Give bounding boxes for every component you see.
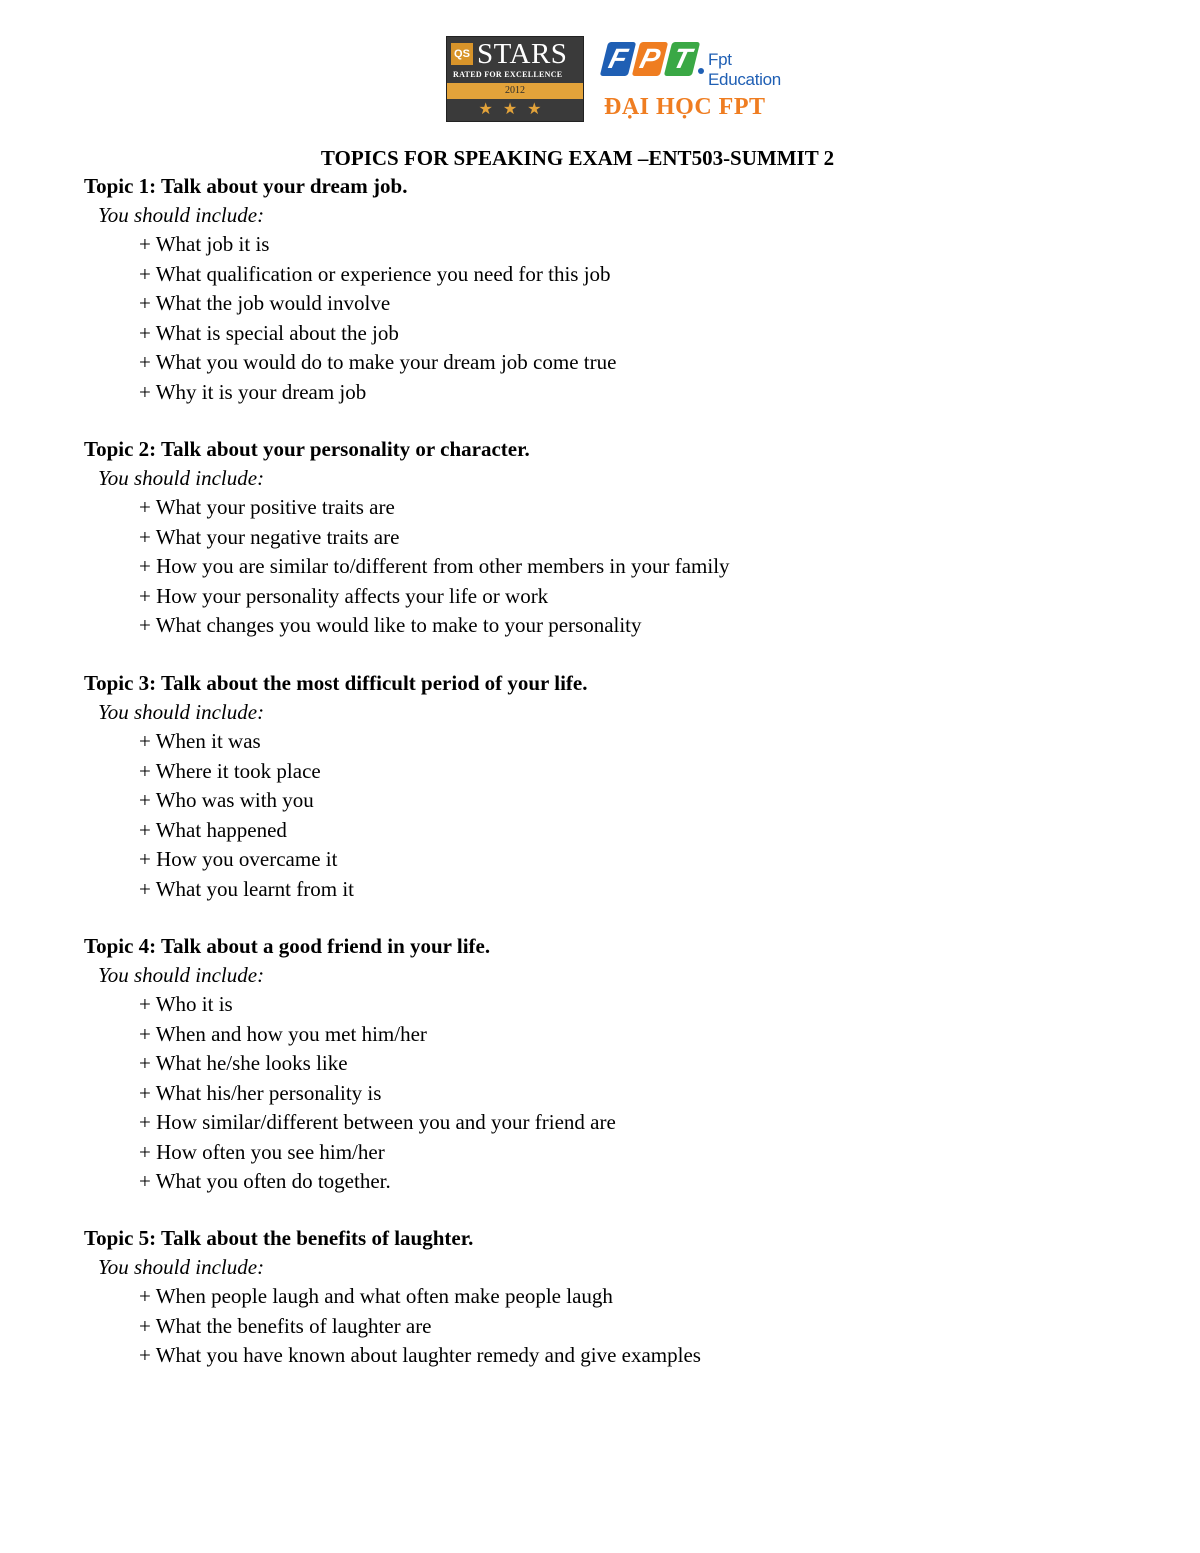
list-item: + Who was with you xyxy=(139,788,314,812)
fpt-letter-t: T xyxy=(664,42,700,76)
page-title: TOPICS FOR SPEAKING EXAM –ENT503-SUMMIT 2 xyxy=(320,146,835,170)
topic-include-label: You should include: xyxy=(98,963,265,987)
topic-heading: Topic 1: Talk about your dream job. xyxy=(84,174,408,198)
list-item: + What qualification or experience you need for this job xyxy=(139,261,611,286)
topic-section-4 xyxy=(84,931,1134,1197)
topic-section-2 xyxy=(84,434,1134,641)
topic-item-list xyxy=(84,727,1134,904)
list-item: + Where it took place xyxy=(139,758,321,783)
list-item: + What your positive traits are xyxy=(139,495,395,519)
star-rating-icon: ★★★ xyxy=(478,101,552,118)
topic-item-list xyxy=(84,493,1134,641)
list-item: + When it was xyxy=(139,729,261,753)
list-item: + What you would do to make your dream job come true xyxy=(139,350,617,374)
qs-badge: QS xyxy=(451,43,473,65)
fpt-letter-f: F xyxy=(600,42,636,76)
fpt-letter-p: P xyxy=(632,42,668,76)
topic-item-list xyxy=(84,230,1134,407)
topic-item-list xyxy=(84,1282,1134,1371)
topic-heading: Topic 3: Talk about the most difficult period of your life. xyxy=(84,671,588,695)
fpt-dot-icon xyxy=(698,68,704,74)
topic-section-3 xyxy=(84,668,1134,904)
topic-include-label: You should include: xyxy=(98,1255,265,1279)
list-item: + When people laugh and what often make people laugh xyxy=(139,1284,613,1308)
fpt-education-logo xyxy=(602,40,802,124)
topic-include-label: You should include: xyxy=(98,466,265,490)
list-item: + How you are similar to/different from other members in your family xyxy=(139,554,730,578)
topic-section-1 xyxy=(84,171,1134,407)
fpt-tiles xyxy=(602,40,702,80)
list-item: + What changes you would like to make to your personality xyxy=(139,613,642,637)
list-item: + What happened xyxy=(139,817,287,842)
stars-wordmark: STARS xyxy=(477,38,568,70)
list-item: + What job it is xyxy=(139,232,270,256)
list-item: + How you overcame it xyxy=(139,847,338,871)
topic-item-list xyxy=(84,990,1134,1197)
topic-include-label: You should include: xyxy=(98,203,265,227)
topic-section-5 xyxy=(84,1223,1134,1371)
stars-year: 2012 xyxy=(505,85,525,96)
header-logos xyxy=(446,36,806,124)
topic-heading: Topic 4: Talk about a good friend in your life. xyxy=(84,934,491,958)
list-item: + Why it is your dream job xyxy=(139,379,367,404)
list-item: + What his/her personality is xyxy=(139,1080,382,1105)
qs-stars-logo xyxy=(446,36,584,122)
list-item: + How similar/different between you and your friend are xyxy=(139,1110,616,1134)
topic-include-label: You should include: xyxy=(98,700,265,724)
list-item: + What your negative traits are xyxy=(139,524,400,549)
topic-heading: Topic 2: Talk about your personality or character. xyxy=(84,437,530,461)
stars-subtitle: RATED FOR EXCELLENCE xyxy=(453,70,563,79)
list-item: + What you have known about laughter remedy and give examples xyxy=(139,1343,701,1367)
list-item: + What you learnt from it xyxy=(139,876,354,901)
topic-heading: Topic 5: Talk about the benefits of laughter. xyxy=(84,1226,474,1250)
list-item: + Who it is xyxy=(139,992,233,1016)
fpt-education-label: Fpt Education xyxy=(708,50,781,89)
list-item: + What the job would involve xyxy=(139,291,391,315)
list-item: + What the benefits of laughter are xyxy=(139,1313,432,1338)
list-item: + When and how you met him/her xyxy=(139,1021,427,1046)
list-item: + What you often do together. xyxy=(139,1169,391,1193)
list-item: + What is special about the job xyxy=(139,320,399,345)
list-item: + How your personality affects your life or work xyxy=(139,583,549,608)
list-item: + How often you see him/her xyxy=(139,1139,385,1164)
fpt-university-label: ĐẠI HỌC FPT xyxy=(604,94,766,120)
list-item: + What he/she looks like xyxy=(139,1051,348,1075)
